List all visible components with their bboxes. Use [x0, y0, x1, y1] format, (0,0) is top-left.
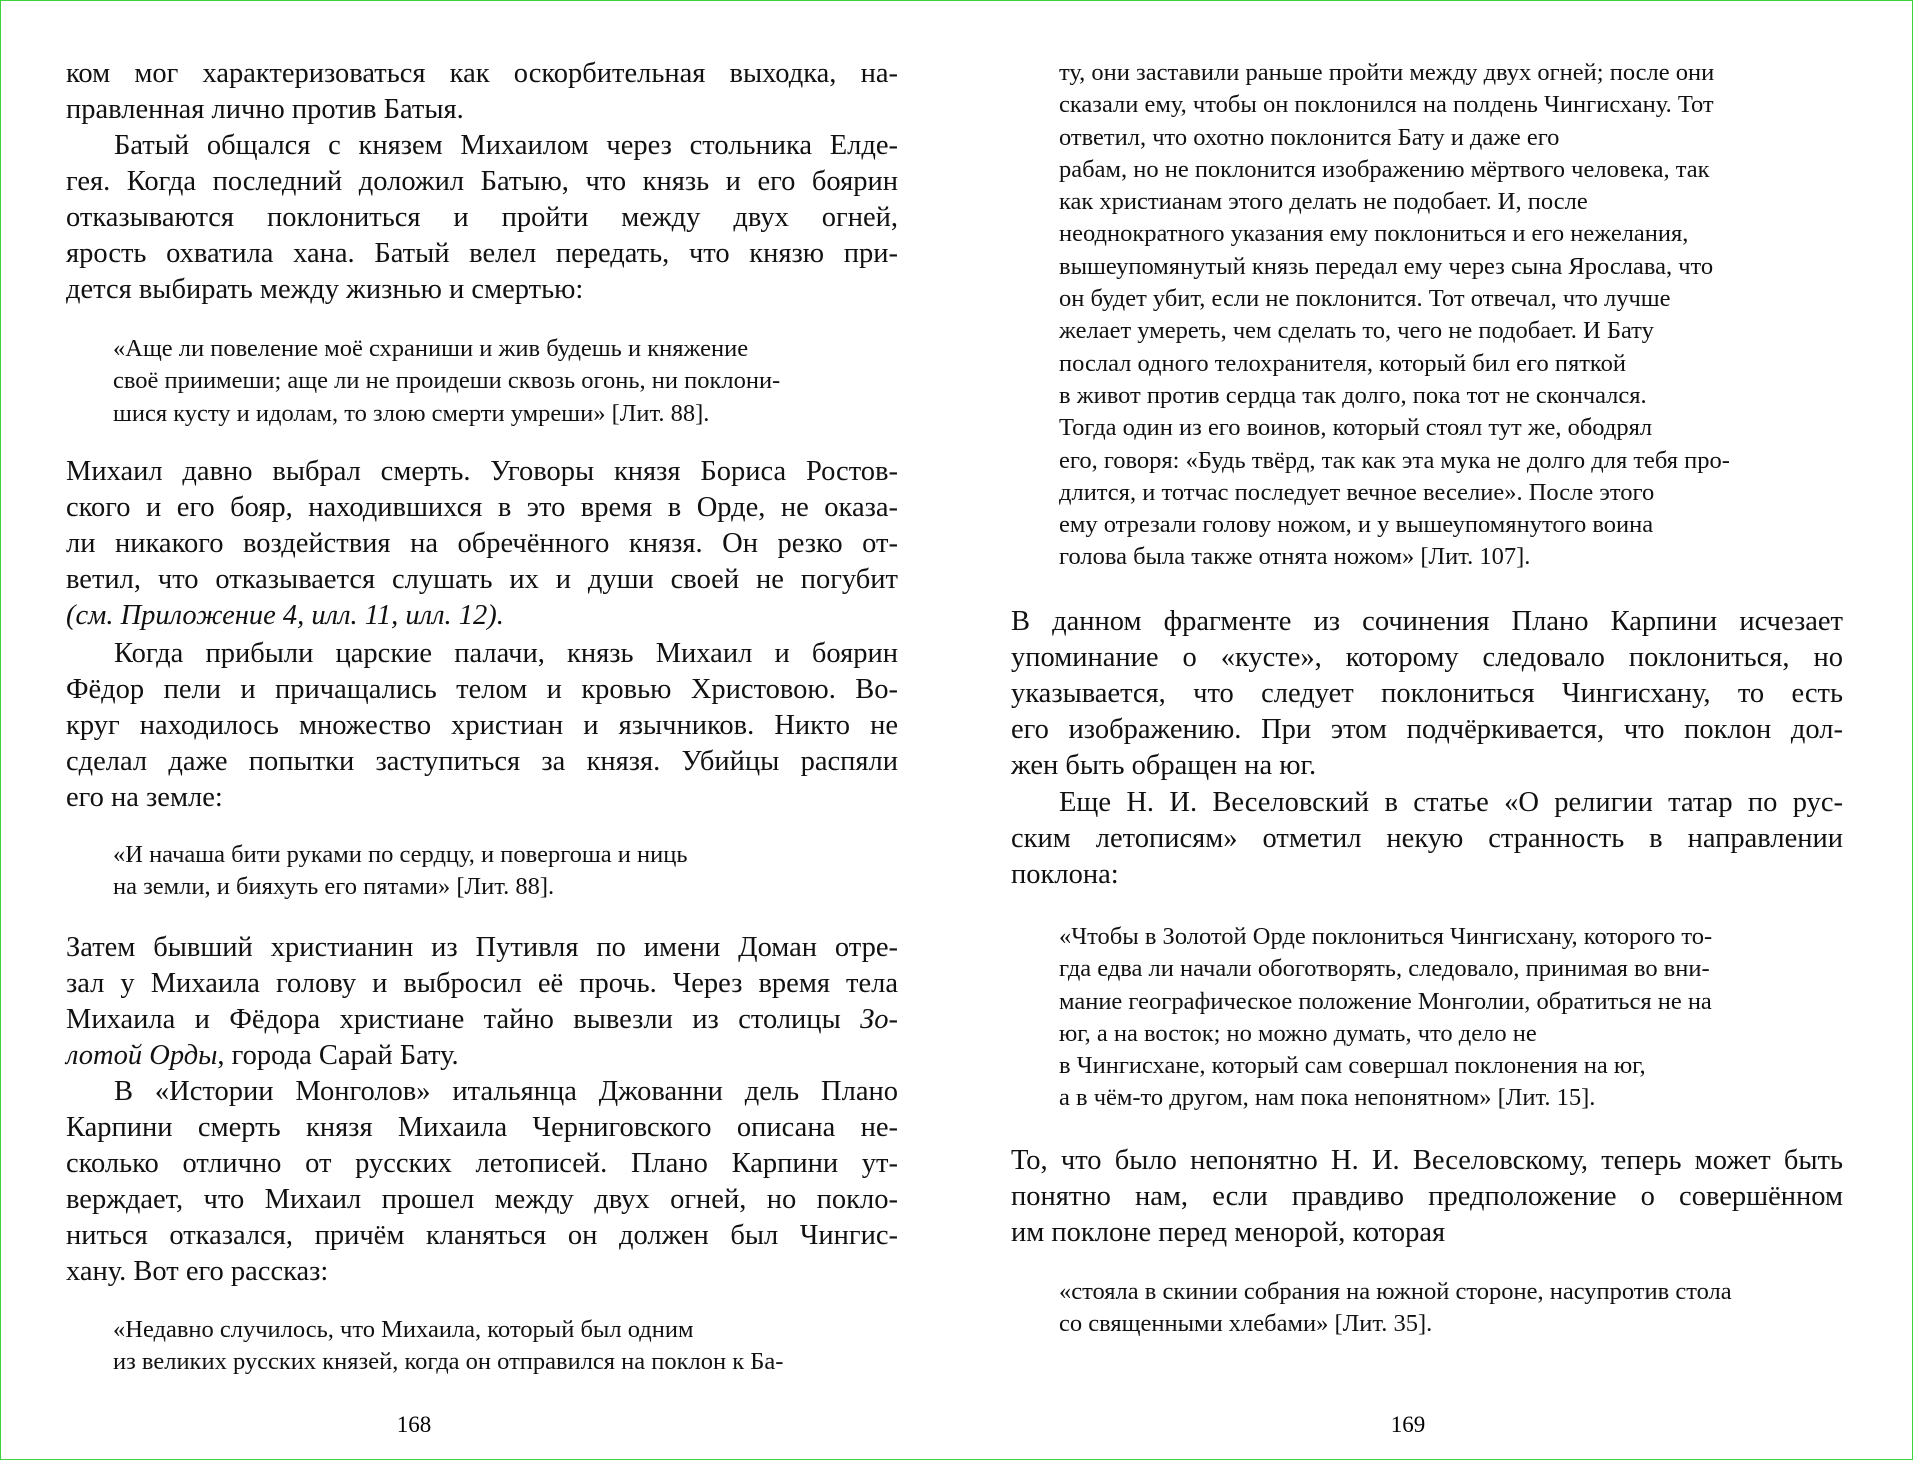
- text-segment: Михаила и Фёдора христиане тайно вывезли из столицы: [66, 1004, 861, 1035]
- text-line: В данном фрагменте из сочинения Плано Карпини исчезает: [1011, 606, 1843, 637]
- text-line: его изображению. При этом подчёркивается, что поклон дол-: [1011, 714, 1843, 745]
- text-line: ским летописям» отметил некую странность в направлении: [1011, 823, 1843, 854]
- text-line: правленная лично против Батыя.: [66, 94, 464, 125]
- text-line: «стояла в скинии собрания на южной стороне, насупротив стола: [1059, 1278, 1732, 1305]
- text-line: его на земле:: [66, 782, 223, 813]
- text-line: хану. Вот его рассказ:: [66, 1256, 329, 1287]
- text-line: Батый общался с князем Михаилом через стольника Елде-: [114, 130, 898, 161]
- text-line: [66, 1002, 898, 1038]
- text-line: Когда прибыли царские палачи, князь Михаил и боярин: [114, 638, 898, 669]
- text-line: он будет убит, если не поклонится. Тот отвечал, что лучше: [1059, 285, 1671, 313]
- text-line: верждает, что Михаил прошел между двух огней, но покло-: [66, 1184, 898, 1215]
- text-line: им поклоне перед менорой, которая: [1011, 1217, 1446, 1248]
- text-line: голова была также отнята ножом» [Лит. 107].: [1059, 543, 1531, 571]
- text-line: длится, и тотчас последует вечное веселие». После этого: [1059, 478, 1655, 506]
- text-line: В «Истории Монголов» итальянца Джованни дель Плано: [114, 1076, 898, 1107]
- text-line: вышеупомянутый князь передал ему через сына Ярослава, что: [1059, 252, 1714, 280]
- text-line: а в чём-то другом, нам пока непонятном» [Лит. 15].: [1059, 1084, 1596, 1112]
- text-line: его, говоря: «Будь твёрд, так как эта мука не долго для тебя про-: [1059, 446, 1730, 474]
- text-line: шися кусту и идолам, то злою смерти умреши» [Лит. 88].: [113, 399, 710, 427]
- text-line: [66, 598, 898, 634]
- text-line: со священными хлебами» [Лит. 35].: [1059, 1310, 1433, 1338]
- text-line: как христианам этого делать не подобает. И, после: [1059, 188, 1588, 216]
- text-line: из великих русских князей, когда он отправился на поклон к Ба-: [113, 1348, 784, 1376]
- text-line: упоминание о «кусте», которому следовало поклониться, но: [1011, 642, 1843, 673]
- text-line: отказываются поклониться и пройти между двух огней,: [66, 202, 898, 233]
- text-line: «И начаша бити руками по сердцу, и повергоша и ниць: [113, 841, 688, 868]
- text-line: юг, а на восток; но можно думать, что дело не: [1059, 1019, 1537, 1047]
- page-number: 169: [1390, 1412, 1426, 1437]
- italic-segment: Зо-: [860, 1004, 898, 1035]
- text-line: сказали ему, чтобы он поклонился на полдень Чингисхану. Тот: [1059, 91, 1714, 119]
- paragraph: [1011, 1143, 1843, 1251]
- paragraph: [66, 636, 898, 816]
- text-line: круг находилось множество христиан и язычников. Никто не: [66, 710, 898, 741]
- paragraph: [1011, 604, 1843, 784]
- text-line: Фёдор пели и причащались телом и кровью Христовою. Во-: [66, 674, 898, 705]
- text-line: Затем бывший христианин из Путивля по имени Доман отре-: [66, 932, 898, 963]
- text-line: гея. Когда последний доложил Батыю, что князь и его боярин: [66, 166, 898, 197]
- text-line: сделал даже попытки заступиться за князя. Убийцы распяли: [66, 746, 898, 777]
- text-line: понятно нам, если правдиво предположение о совершённом: [1011, 1181, 1843, 1212]
- block-quote: [113, 1314, 913, 1379]
- text-line: гда едва ли начали обоготворять, следовало, принимая во вни-: [1059, 955, 1710, 983]
- text-line: неоднократного указания ему поклониться и его нежелания,: [1059, 220, 1689, 248]
- text-line: ярость охватила хана. Батый велел передать, что князю при-: [66, 238, 898, 269]
- text-line: «Аще ли повеление моё схраниши и жив будешь и княжение: [113, 335, 749, 362]
- block-quote: [1059, 57, 1859, 574]
- text-line: «Чтобы в Золотой Орде поклониться Чингисхану, которого то-: [1059, 923, 1713, 950]
- text-line: ком мог характеризоваться как оскорбительная выходка, на-: [66, 58, 898, 89]
- text-line: Еще Н. И. Веселовский в статье «О религии татар по рус-: [1059, 787, 1843, 818]
- block-quote: [113, 839, 913, 904]
- text-line: зал у Михаила голову и выбросил её прочь. Через время тела: [66, 968, 898, 999]
- block-quote: [113, 333, 913, 430]
- text-line: ветил, что отказывается слушать их и души своей не погубит: [66, 564, 898, 595]
- text-line: Михаил давно выбрал смерть. Уговоры князя Бориса Ростов-: [66, 456, 898, 487]
- text-line: в Чингисхане, который сам совершал поклонения на юг,: [1059, 1052, 1646, 1080]
- text-line: «Недавно случилось, что Михаила, который был одним: [113, 1316, 694, 1343]
- text-line: сколько отлично от русских летописей. Плано Карпини ут-: [66, 1148, 898, 1179]
- italic-segment: (см. Приложение 4, илл. 11, илл. 12).: [66, 600, 504, 631]
- text-line: дется выбирать между жизнью и смертью:: [66, 274, 584, 305]
- page-169: [957, 1, 1913, 1461]
- paragraph: [66, 930, 898, 1074]
- paragraph: [66, 56, 898, 128]
- block-quote: [1059, 921, 1859, 1115]
- text-line: поклона:: [1011, 859, 1119, 890]
- text-line: Тогда один из его воинов, который стоял тут же, ободрял: [1059, 414, 1653, 442]
- block-quote: [1059, 1276, 1859, 1341]
- text-line: [66, 1038, 898, 1074]
- text-line: ского и его бояр, находившихся в это время в Орде, не оказа-: [66, 492, 898, 523]
- text-segment: , города Сарай Бату.: [217, 1040, 459, 1071]
- text-line: жен быть обращен на юг.: [1011, 750, 1317, 781]
- text-line: на земли, и бияхуть его пятами» [Лит. 88].: [113, 873, 555, 901]
- page-168: [1, 1, 957, 1461]
- page-number: 168: [396, 1412, 432, 1437]
- text-line: послал одного телохранителя, который бил его пяткой: [1059, 349, 1626, 377]
- text-line: То, что было непонятно Н. И. Веселовскому, теперь может быть: [1011, 1145, 1843, 1176]
- text-line: ниться отказался, причём кланяться он должен был Чингис-: [66, 1220, 898, 1251]
- paragraph: [66, 1074, 898, 1290]
- text-line: ответил, что охотно поклонится Бату и даже его: [1059, 123, 1560, 151]
- text-line: указывается, что следует поклониться Чингисхану, то есть: [1011, 678, 1843, 709]
- text-line: ему отрезали голову ножом, и у вышеупомянутого воина: [1059, 511, 1654, 539]
- text-line: в живот против сердца так долго, пока тот не скончался.: [1059, 381, 1647, 409]
- italic-segment: лотой Орды: [66, 1040, 218, 1071]
- text-line: ли никакого воздействия на обречённого князя. Он резко от-: [66, 528, 898, 559]
- text-line: желает умереть, чем сделать то, чего не подобает. И Бату: [1059, 317, 1654, 345]
- paragraph: [66, 128, 898, 308]
- text-line: рабам, но не поклонится изображению мёртвого человека, так: [1059, 155, 1710, 183]
- text-line: Карпини смерть князя Михаила Черниговского описана не-: [66, 1112, 898, 1143]
- text-line: ту, они заставили раньше пройти между двух огней; после они: [1059, 59, 1715, 86]
- text-line: мание географическое положение Монголии, обратиться не на: [1059, 987, 1712, 1015]
- paragraph: [66, 454, 898, 634]
- text-line: своё приимеши; аще ли не проидеши сквозь огонь, ни поклони-: [113, 367, 781, 395]
- paragraph: [1011, 785, 1843, 893]
